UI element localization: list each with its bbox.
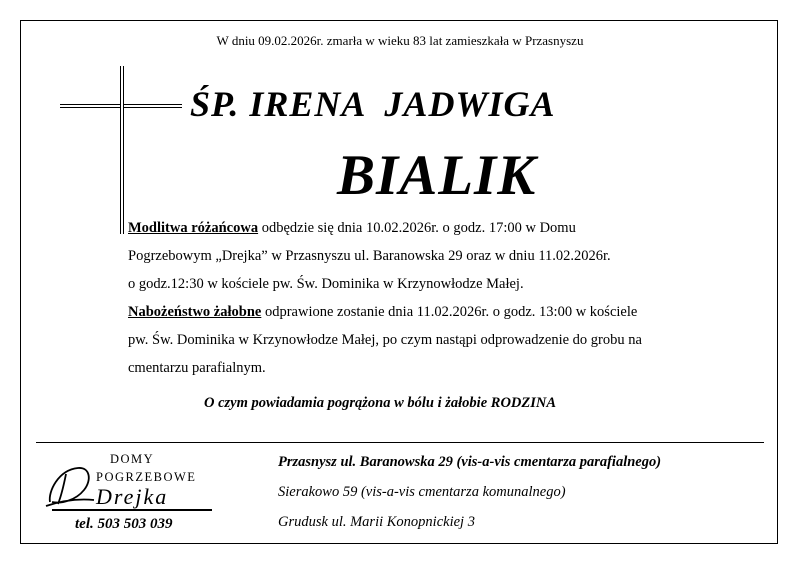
footer-divider — [36, 442, 764, 443]
funeral-label: Nabożeństwo żałobne — [128, 304, 262, 320]
deceased-surname: BIALIK — [337, 144, 537, 207]
funeral-line-1: Nabożeństwo żałobne odprawione zostanie dnia 11.02.2026r. o godz. 13:00 w kościele — [128, 304, 638, 320]
logo-text-pogrzebowe: POGRZEBOWE — [96, 470, 197, 484]
deceased-first-names: ŚP. IRENA JADWIGA — [190, 84, 556, 124]
logo-text-drejka: Drejka — [96, 484, 169, 509]
rosary-line-1: Modlitwa różańcowa odbędzie się dnia 10.02.2026r. o godz. 17:00 w Domu — [128, 220, 576, 236]
closing-text: O czym powiadamia pogrążona w bólu i żałobie RODZINA — [203, 395, 557, 411]
funeral-line-3: cmentarzu parafialnym. — [128, 360, 266, 376]
logo-underline — [52, 509, 212, 511]
logo-flourish-icon — [44, 462, 96, 508]
intro-text: W dniu 09.02.2026r. zmarła w wieku 83 lat zamieszkała w Przasnyszu — [216, 33, 584, 48]
rosary-line-3: o godz.12:30 w kościele pw. Św. Dominika w Krzynowłodze Małej. — [128, 276, 524, 292]
ceremony-details — [128, 214, 768, 382]
address-sierakowo: Sierakowo 59 (vis-a-vis cmentarza komunalnego) — [278, 484, 566, 500]
rosary-label: Modlitwa różańcowa — [128, 220, 259, 236]
address-grudusk: Grudusk ul. Marii Konopnickiej 3 — [278, 514, 475, 530]
rosary-line-2: Pogrzebowym „Drejka” w Przasnyszu ul. Baranowska 29 oraz w dniu 11.02.2026r. — [128, 248, 611, 264]
funeral-line-2: pw. Św. Dominika w Krzynowłodze Małej, po czym nastąpi odprowadzenie do grobu na — [128, 332, 642, 348]
address-przasnysz: Przasnysz ul. Baranowska 29 (vis-a-vis cmentarza parafialnego) — [278, 454, 662, 470]
phone-number: tel. 503 503 039 — [75, 516, 173, 532]
logo-text-domy: DOMY — [110, 452, 155, 466]
